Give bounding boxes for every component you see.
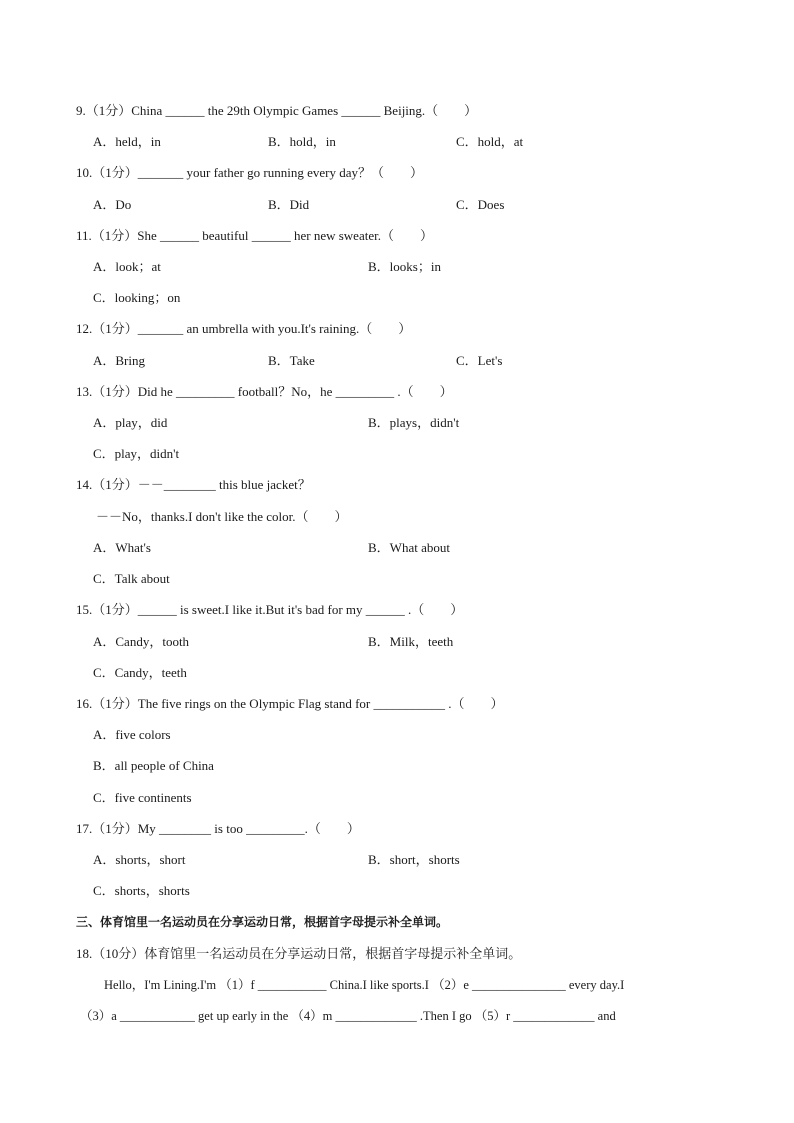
question-16-option-a: A．five colors <box>93 727 171 742</box>
question-16-option-b: B．all people of China <box>93 758 214 773</box>
question-16-stem: 16.（1分）The five rings on the Olympic Flag stand for ___________ .（ ） <box>76 696 504 711</box>
question-14-option-b: B．What about <box>368 540 450 555</box>
question-17-option-c: C．shorts，shorts <box>93 883 190 898</box>
question-14-option-c: C．Talk about <box>93 571 170 586</box>
question-14-stem: 14.（1分）－－________ this blue jacket？ <box>76 477 311 492</box>
question-17-option-a: A．shorts，short <box>93 852 186 867</box>
question-9-option-c: C．hold，at <box>456 134 524 149</box>
question-9-stem: 9.（1分）China ______ the 29th Olympic Games ______ Beijing.（ ） <box>76 103 478 118</box>
question-11-option-a: A．look；at <box>93 259 161 274</box>
question-11-option-c: C．looking；on <box>93 290 181 305</box>
question-14-stem-reply: －－No，thanks.I don't like the color.（ ） <box>96 509 348 524</box>
passage-line-2: （3）a ____________ get up early in the （4）m _____________ .Then I go （5）r _____________ and <box>80 1009 616 1023</box>
question-14-option-a: A．What's <box>93 540 151 555</box>
question-10-option-b: B．Did <box>268 197 310 212</box>
question-17-stem: 17.（1分）My ________ is too _________.（ ） <box>76 821 360 836</box>
question-10-option-a: A．Do <box>93 197 132 212</box>
question-13-option-b: B．plays，didn't <box>368 415 460 430</box>
question-10-option-c: C．Does <box>456 197 505 212</box>
section-3-heading: 三、体育馆里一名运动员在分享运动日常，根据首字母提示补全单词。 <box>76 915 449 929</box>
question-12-option-c: C．Let's <box>456 353 503 368</box>
question-13-option-a: A．play，did <box>93 415 168 430</box>
question-18-stem: 18.（10分）体育馆里一名运动员在分享运动日常，根据首字母提示补全单词。 <box>76 946 522 961</box>
question-9-option-b: B．hold，in <box>268 134 336 149</box>
question-12-stem: 12.（1分）_______ an umbrella with you.It's raining.（ ） <box>76 321 412 336</box>
question-9-option-a: A．held，in <box>93 134 161 149</box>
question-11-stem: 11.（1分）She ______ beautiful ______ her new sweater.（ ） <box>76 228 433 243</box>
question-11-option-b: B．looks；in <box>368 259 441 274</box>
question-12-option-b: B．Take <box>268 353 315 368</box>
question-15-stem: 15.（1分）______ is sweet.I like it.But it's bad for my ______ .（ ） <box>76 602 464 617</box>
question-12-option-a: A．Bring <box>93 353 146 368</box>
question-13-option-c: C．play，didn't <box>93 446 180 461</box>
passage-line-1: Hello，I'm Lining.I'm （1）f ___________ China.I like sports.I （2）e _______________ every day.I <box>104 978 625 992</box>
question-13-stem: 13.（1分）Did he _________ football？No，he _________ .（ ） <box>76 384 453 399</box>
question-15-option-a: A．Candy，tooth <box>93 634 190 649</box>
question-15-option-c: C．Candy，teeth <box>93 665 187 680</box>
question-16-option-c: C．five continents <box>93 790 192 805</box>
question-10-stem: 10.（1分）_______ your father go running every day？（ ） <box>76 165 423 180</box>
question-15-option-b: B．Milk，teeth <box>368 634 454 649</box>
question-17-option-b: B．short，shorts <box>368 852 460 867</box>
